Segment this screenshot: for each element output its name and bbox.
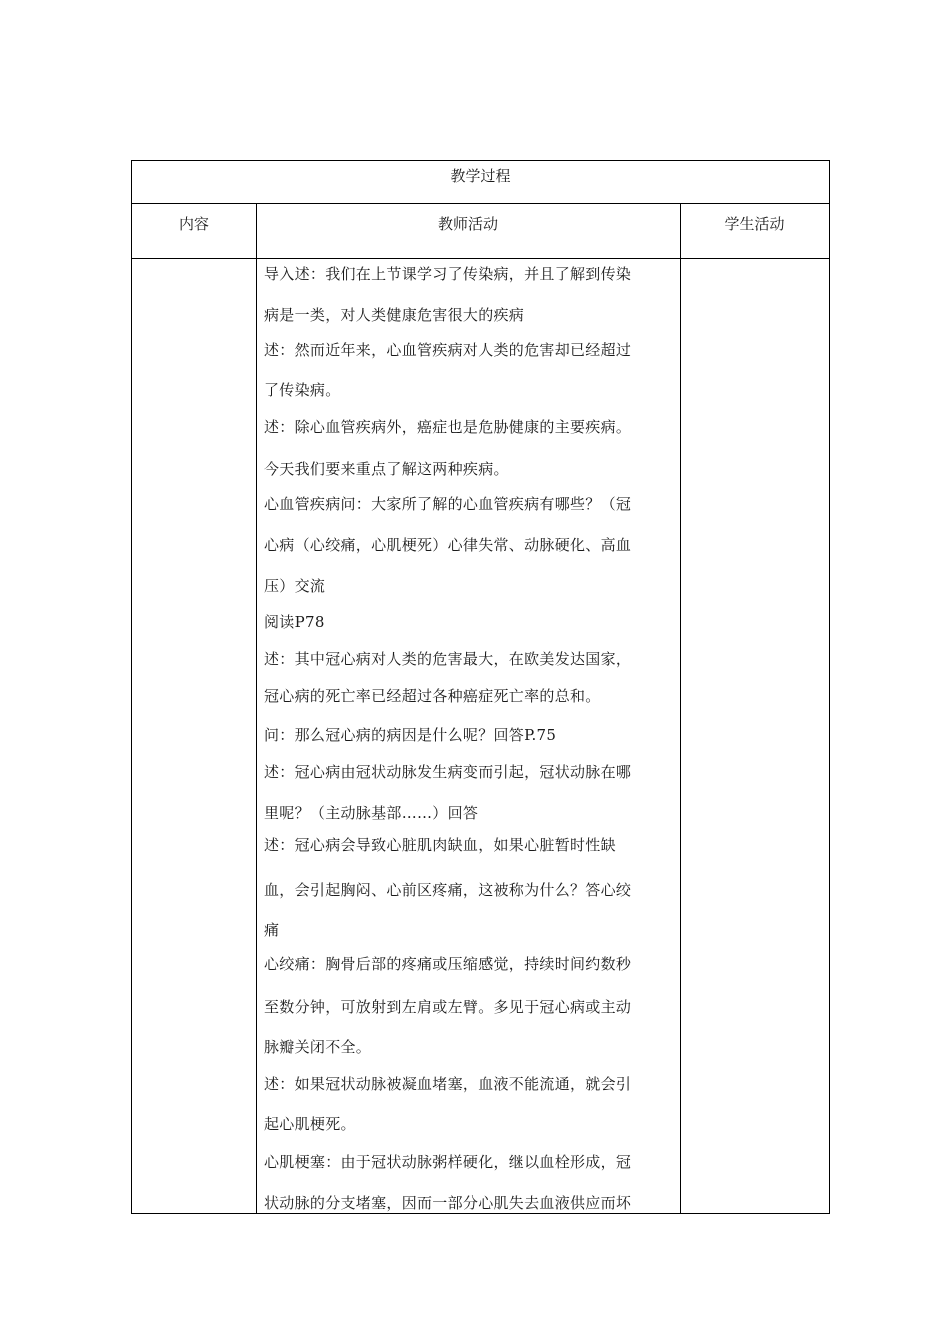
text-line: 今天我们要来重点了解这两种疾病。 [264,460,509,478]
text-line: 血，会引起胸闷、心前区疼痛，这被称为什么？答心绞 [264,881,632,899]
lesson-table [131,160,830,1214]
header-content: 内容 [178,215,209,233]
body-row [132,259,829,1213]
text-line: 脉瓣关闭不全。 [264,1038,372,1056]
text-line: 述：如果冠状动脉被凝血堵塞，血液不能流通，就会引 [264,1075,632,1093]
text-line: 心病（心绞痛，心肌梗死）心律失常、动脉硬化、高血 [264,536,632,554]
text-line: 心血管疾病问：大家所了解的心血管疾病有哪些？（冠 [264,495,632,513]
text-line: 痛 [264,921,280,939]
table-title: 教学过程 [132,161,829,204]
text-line: 阅读P78 [264,613,325,631]
text-line: 述：除心血管疾病外，癌症也是危胁健康的主要疾病。 [264,418,632,436]
header-student-activity: 学生活动 [724,215,785,233]
text-line: 至数分钟，可放射到左肩或左臂。多见于冠心病或主动 [264,998,632,1016]
text-line: 问：那么冠心病的病因是什么呢？回答P.75 [264,726,557,744]
text-line: 心肌梗塞：由于冠状动脉粥样硬化，继以血栓形成，冠 [264,1153,632,1171]
text-line: 述：冠心病由冠状动脉发生病变而引起，冠状动脉在哪 [264,763,632,781]
text-line: 起心肌梗死。 [264,1115,356,1133]
text-line: 心绞痛：胸骨后部的疼痛或压缩感觉，持续时间约数秒 [264,955,632,973]
text-line: 压）交流 [264,577,326,595]
text-line: 述：冠心病会导致心脏肌肉缺血，如果心脏暂时性缺 [264,836,616,854]
text-line: 导入述：我们在上节课学习了传染病，并且了解到传染 [264,265,632,283]
text-line: 状动脉的分支堵塞，因而一部分心肌失去血液供应而坏 [264,1194,632,1212]
text-line: 述：然而近年来，心血管疾病对人类的危害却已经超过 [264,341,632,359]
text-line: 述：其中冠心病对人类的危害最大，在欧美发达国家， [264,650,632,668]
header-teacher-activity: 教师活动 [437,215,498,233]
text-line: 冠心病的死亡率已经超过各种癌症死亡率的总和。 [264,687,601,705]
header-row [132,204,829,259]
text-line: 里呢？（主动脉基部……）回答 [264,804,479,822]
text-line: 病是一类，对人类健康危害很大的疾病 [264,306,525,324]
text-line: 了传染病。 [264,381,341,399]
